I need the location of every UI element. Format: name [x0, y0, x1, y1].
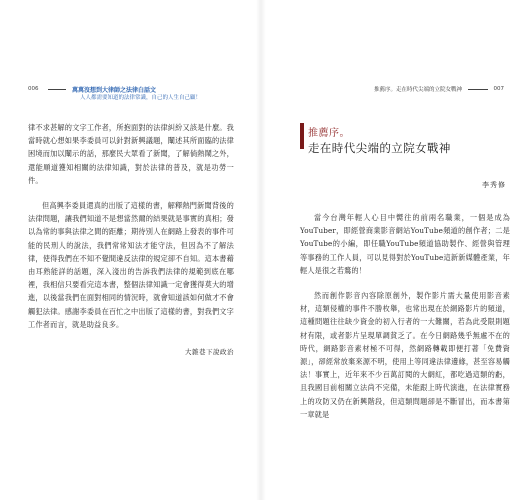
preface-label: 推薦序。 — [308, 128, 350, 139]
signature: 大雜巷下說政治 — [185, 348, 234, 356]
left-page — [0, 0, 258, 500]
preface-author: 李秀修 — [482, 181, 506, 189]
running-head-rule — [48, 89, 66, 90]
right-paragraph-1: 當今台灣年輕人心目中嚮往的前兩名職業，一個是成為YouTuber，即經營商業影音網站YouTube頻道的創作者；二是YouTube的小編，即任職YouTube頻道協助製作、經營與管理等事務的工作人員，可以見得對於YouTube這新新媒體產業，年輕人是很之若鶩的！ — [300, 213, 510, 275]
right-page-number: 007 — [493, 86, 504, 92]
left-page-number: 006 — [28, 86, 39, 92]
left-body-text — [28, 121, 234, 331]
left-paragraph-2: 但高興李委員還真的出版了這樣的書，解釋熱門新聞背後的法律問題，讓我們知道不是想當然爾的結果就是事實的真相；發以為常的事與法律之間的距離；期待別人在網路上發表的事件可能的民刑人的說法，我們常常知法才能守法，但因為不了解法律，使得我們在不知不覺間違反法律的規定卻不自知。這本書藉由耳熟能詳的話題，深入淺出的告訴我們法律的規範到底在哪裡，我相信只要看完這本書，整個法律知識一定會獲得莫大的增進，以後當我們在面對相同的情況時，就會知道該如何做才不會觸犯法律。感謝李委員在百忙之中出版了這樣的書，對我們文字工作者而言，就是助益良多。 — [28, 201, 234, 329]
right-paragraph-2: 然而創作影音內容除原創外，製作影片需大量使用影音素材，這類侵權的事件不勝枚舉，也常出現在於網路影片的頻道，這種問題往往缺少資金的初入行者的一大難關，若為此受限則題材有限，或者影片呈現單調貧乏了。在今日網路幾乎無處不在的時代，網路影音素材極不可得，然網路轉載即便打著「免費資源」，卻經常放棄來源不明，使用上等同違法律邊緣，甚至容易觸法！事實上，近年來不少百萬訂閱的大網紅，都吃過這類的虧，且我國目前相關立法尚不完備，未能跟上時代演進，在法律實務上的攻防又仍在新興階段，但這類問題卻是不斷冒出，而本書第一章就是 — [300, 291, 510, 419]
left-paragraph-1: 律不求甚解的文字工作者，所抱面對的法律糾紛又該是什麼。我當時就心想如果李委員可以針對新興議題，闡述其所面臨的法律困境而加以闡示的話，那麼民大眾看了新聞，了解倘熱鬧之外，還能順道獲知相關的法律知識，對於法律的普及，就是功勞一件。 — [28, 123, 234, 185]
right-body-text — [300, 211, 510, 421]
series-subtitle: 人人都需要知道的法律常識，自己的人生自己顧！ — [80, 95, 202, 101]
right-running-head — [298, 86, 504, 96]
preface-title: 走在時代尖端的立院女戰神 — [308, 141, 451, 155]
right-page — [262, 0, 520, 500]
running-head-rule — [468, 89, 488, 90]
series-title: 萬萬沒想到大律師之法律白話文 — [72, 87, 157, 94]
preface-accent-bar — [300, 123, 304, 149]
running-title: 推薦序。走在時代尖端的立院女戰神 — [373, 87, 462, 93]
